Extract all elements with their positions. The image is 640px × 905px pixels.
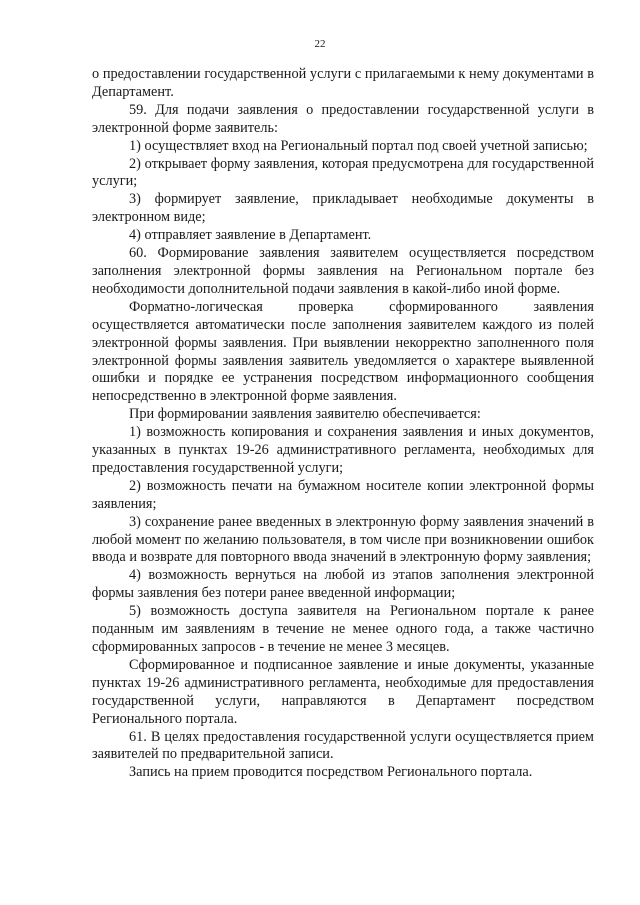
page-number: 22	[314, 38, 326, 50]
list-item-59-2: 2) открывает форму заявления, которая предусмотрена для государственной услуги;	[92, 155, 594, 190]
paragraph-61: 61. В целях предоставления государственной услуги осуществляется прием заявителей по предварительной записи.	[92, 728, 594, 763]
list-item-59-1: 1) осуществляет вход на Региональный портал под своей учетной записью;	[129, 137, 588, 154]
list-item-provided-4: 4) возможность вернуться на любой из этапов заполнения электронной формы заявления без потери ранее введенной информации;	[92, 567, 594, 602]
paragraph-submitted: Сформированное и подписанное заявление и иные документы, указанные пунктах 19-26 административного регламента, необходимые для предоставления государственной услуги, направляются в Департамент посредством Регионального портала.	[92, 656, 594, 727]
paragraph-59: 59. Для подачи заявления о предоставлении государственной услуги в электронной форме заявитель:	[92, 101, 594, 136]
list-item-provided-2: 2) возможность печати на бумажном носителе копии электронной формы заявления;	[92, 477, 594, 512]
paragraph-60: 60. Формирование заявления заявителем осуществляется посредством заполнения электронной формы заявления на Региональном портале без необходимости дополнительной подачи заявления в какой-либо иной форме.	[92, 245, 594, 297]
list-item-59-4: 4) отправляет заявление в Департамент.	[129, 227, 372, 244]
paragraph-appointment: Запись на прием проводится посредством Регионального портала.	[129, 764, 533, 781]
list-item-provided-5: 5) возможность доступа заявителя на Региональном портале к ранее поданным им заявлениям в течение не менее одного года, а также частично сформированных запросов - в течение не менее 3 месяцев.	[92, 603, 594, 655]
paragraph-continuation: о предоставлении государственной услуги с прилагаемыми к нему документами в Департамент.	[92, 66, 594, 100]
list-item-provided-1: 1) возможность копирования и сохранения заявления и иных документов, указанных в пунктах 19-26 административного регламента, необходимых для предоставления государственной услуги;	[92, 424, 594, 476]
list-item-59-3: 3) формирует заявление, прикладывает необходимые документы в электронном виде;	[92, 191, 594, 226]
document-body	[92, 66, 594, 782]
list-item-provided-3: 3) сохранение ранее введенных в электронную форму заявления значений в любой момент по желанию пользователя, в том числе при возникновении ошибок ввода и возврате для повторного ввода значений в электронную форму заявления;	[92, 513, 594, 566]
paragraph-format-check: Форматно-логическая проверка сформированного заявления осуществляется автоматически после заполнения заявителем каждого из полей электронной формы заявления. При выявлении некорректно заполненного поля электронной формы заявления заявитель уведомляется о характере выявленной ошибки и порядке ее устранения посредством информационного сообщения непосредственно в электронной форме заявления.	[92, 298, 594, 405]
paragraph-provided: При формировании заявления заявителю обеспечивается:	[129, 406, 481, 423]
